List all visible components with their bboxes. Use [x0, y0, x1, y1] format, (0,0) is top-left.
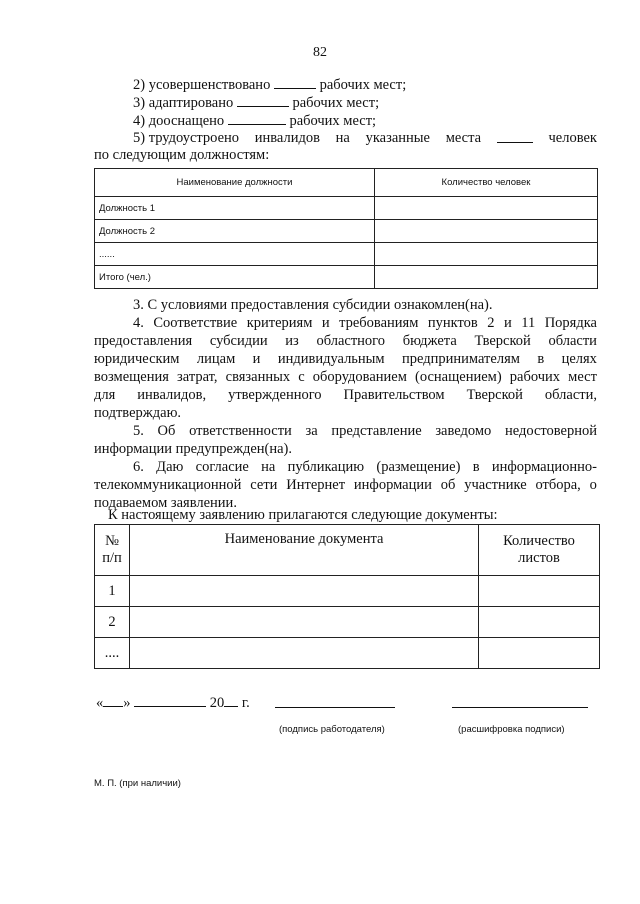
position-cell: ......	[95, 243, 375, 266]
item-text: на	[335, 130, 350, 146]
row-number: 1	[95, 576, 130, 607]
column-header: Количество человек	[375, 169, 598, 197]
count-cell	[375, 243, 598, 266]
date-text: 20	[209, 695, 225, 711]
word: Соответствие	[153, 315, 238, 331]
item-text: указанные	[365, 130, 430, 146]
count-cell	[375, 266, 598, 289]
document-cell	[130, 607, 479, 638]
word: о	[589, 477, 597, 493]
word: индивидуальным	[277, 351, 385, 367]
item-text: 2) усовершенствовано	[133, 77, 271, 93]
employer-signature-line	[275, 707, 395, 708]
employer-signature-caption: (подпись работодателя)	[279, 724, 385, 735]
word: в	[472, 459, 480, 475]
word: информационно-	[491, 459, 597, 475]
document-cell	[130, 638, 479, 669]
column-header: Наименование должности	[95, 169, 375, 197]
row-number: 2	[95, 607, 130, 638]
table-row	[95, 576, 600, 607]
item-text: 3) адаптировано	[133, 95, 234, 111]
word: заведомо	[435, 423, 492, 439]
word: 2	[487, 315, 495, 331]
paragraph-6-line-1	[133, 459, 597, 476]
item-text: места	[445, 130, 482, 146]
blank-line	[497, 130, 533, 143]
date-text: г.	[241, 695, 250, 711]
word: 6.	[133, 459, 144, 475]
paragraph-4-line-1	[133, 315, 597, 332]
header-text: листов	[518, 550, 560, 566]
word: на	[261, 459, 276, 475]
word: информации	[353, 477, 432, 493]
word: субсидии	[209, 333, 268, 349]
word: Даю	[156, 459, 184, 475]
word: за	[305, 423, 318, 439]
paragraph-6-line-3: подаваемом заявлении.	[94, 495, 237, 511]
word: целях	[561, 351, 597, 367]
page-number: 82	[313, 45, 327, 60]
word: сети	[250, 477, 278, 493]
word: Тверской	[466, 387, 523, 403]
item-text: 4) дооснащено	[133, 113, 225, 129]
date-text: »	[123, 695, 131, 711]
word: телекоммуникационной	[94, 477, 242, 493]
word: юридическим	[94, 351, 180, 367]
word: мест	[568, 369, 597, 385]
table-row	[95, 220, 598, 243]
item-text: рабочих мест;	[289, 113, 377, 129]
item-text: человек	[548, 130, 597, 146]
paragraph-5-line-1	[133, 423, 597, 440]
word: публикацию	[287, 459, 365, 475]
count-cell	[375, 220, 598, 243]
word: Интернет	[286, 477, 346, 493]
word: с	[298, 369, 305, 385]
position-cell: Должность 1	[95, 197, 375, 220]
word: затрат,	[177, 369, 218, 385]
blank-line	[224, 694, 238, 707]
word: требованиям	[339, 315, 419, 331]
word: ответственности	[189, 423, 292, 439]
word: представление	[331, 423, 422, 439]
word: об	[440, 477, 456, 493]
word: участнике	[464, 477, 527, 493]
header-text: Количество	[503, 533, 575, 549]
sheets-cell	[479, 576, 600, 607]
word: бюджета	[402, 333, 457, 349]
item-text: инвалидов	[254, 130, 320, 146]
paragraph-3: 3. С условиями предоставления субсидии ознакомлен(на).	[133, 297, 493, 313]
word: оборудованием	[312, 369, 407, 385]
column-header-number	[95, 525, 130, 576]
table-row	[95, 607, 600, 638]
count-cell	[375, 197, 598, 220]
paragraph-4-line-6: подтверждаю.	[94, 405, 182, 421]
list-item-5-continuation: по следующим должностям:	[94, 147, 270, 163]
document-cell	[130, 576, 479, 607]
word: области,	[544, 387, 597, 403]
word: и	[503, 315, 512, 331]
blank-line	[274, 76, 316, 89]
sheets-cell	[479, 607, 600, 638]
header-text: №	[105, 533, 119, 549]
position-cell: Должность 2	[95, 220, 375, 243]
word: предоставления	[94, 333, 193, 349]
item-text: рабочих мест;	[319, 77, 407, 93]
position-cell: Итого (чел.)	[95, 266, 375, 289]
blank-line	[237, 94, 289, 107]
list-item-4	[133, 112, 376, 130]
header-text: п/п	[102, 550, 122, 566]
word: Об	[157, 423, 176, 439]
blank-line	[103, 694, 123, 707]
blank-line	[134, 694, 206, 707]
word: Правительством	[343, 387, 445, 403]
date-field	[96, 694, 250, 712]
attachments-heading: К настоящему заявлению прилагаются следующие документы:	[108, 507, 498, 523]
row-number: ....	[95, 638, 130, 669]
positions-table	[94, 168, 598, 289]
word: отбора,	[535, 477, 581, 493]
paragraph-4-line-2	[94, 333, 597, 350]
word: областного	[316, 333, 386, 349]
word: (размещение)	[376, 459, 461, 475]
table-row	[95, 638, 600, 669]
word: предпринимателям	[402, 351, 520, 367]
paragraph-4-line-5	[94, 387, 597, 404]
word: 5.	[133, 423, 144, 439]
table-row	[95, 243, 598, 266]
word: и	[321, 315, 330, 331]
word: согласие	[195, 459, 249, 475]
list-item-2	[133, 76, 406, 94]
paragraph-6-line-2	[94, 477, 597, 494]
paragraph-4-line-4	[94, 369, 597, 386]
signature-decode-line	[452, 707, 588, 708]
word: инвалидов,	[137, 387, 207, 403]
stamp-caption: М. П. (при наличии)	[94, 778, 181, 789]
column-header-document: Наименование документа	[130, 525, 479, 576]
word: 11	[521, 315, 536, 331]
table-header-row	[95, 169, 598, 197]
sheets-cell	[479, 638, 600, 669]
signature-decode-caption: (расшифровка подписи)	[458, 724, 565, 735]
word: рабочих	[509, 369, 561, 385]
list-item-3	[133, 94, 379, 112]
table-row	[95, 266, 598, 289]
word: пунктов	[427, 315, 478, 331]
column-header-sheets	[479, 525, 600, 576]
word: лицам	[196, 351, 236, 367]
word: области	[548, 333, 597, 349]
word: 4.	[133, 315, 144, 331]
word: и	[252, 351, 261, 367]
item-text: 5) трудоустроено	[133, 130, 240, 146]
word: критериям	[246, 315, 313, 331]
documents-table	[94, 524, 600, 669]
date-text: «	[96, 695, 104, 711]
word: (оснащением)	[415, 369, 502, 385]
table-row	[95, 197, 598, 220]
paragraph-5-line-2: информации предупрежден(на).	[94, 441, 293, 457]
word: возмещения	[94, 369, 169, 385]
word: в	[537, 351, 545, 367]
word: утвержденного	[228, 387, 322, 403]
word: Порядка	[544, 315, 597, 331]
word: из	[285, 333, 299, 349]
word: связанных	[225, 369, 291, 385]
blank-line	[228, 112, 286, 125]
item-text: рабочих мест;	[292, 95, 380, 111]
word: Тверской	[474, 333, 531, 349]
table-header-row	[95, 525, 600, 576]
list-item-5	[133, 130, 597, 147]
paragraph-4-line-3	[94, 351, 597, 368]
word: недостоверной	[504, 423, 597, 439]
word: для	[94, 387, 116, 403]
